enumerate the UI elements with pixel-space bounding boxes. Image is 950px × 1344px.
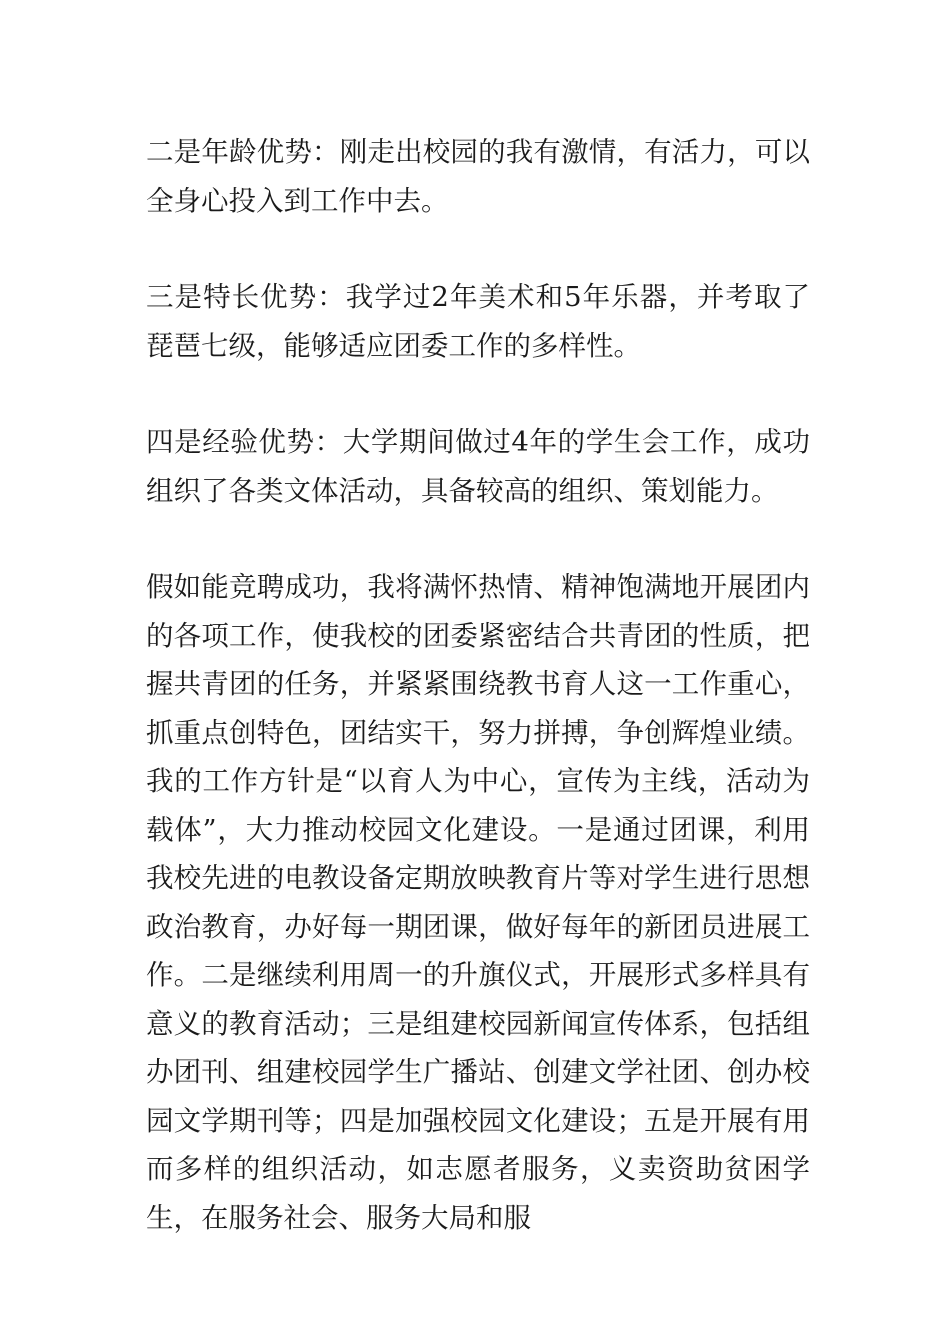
paragraph-talent-advantage: 三是特长优势：我学过2年美术和5年乐器，并考取了琵琶七级，能够适应团委工作的多样性。 xyxy=(146,281,810,362)
paragraph-age-advantage: 二是年龄优势：刚走出校园的我有激情，有活力，可以全身心投入到工作中去。 xyxy=(146,136,810,217)
paragraph-experience-advantage: 四是经验优势：大学期间做过4年的学生会工作，成功组织了各类文体活动，具备较高的组织、策划能力。 xyxy=(146,426,810,507)
paragraph-work-plan: 假如能竞聘成功，我将满怀热情、精神饱满地开展团内的各项工作，使我校的团委紧密结合共青团的性质，把握共青团的任务，并紧紧围绕教书育人这一工作重心，抓重点创特色，团结实干，努力拼搏，争创辉煌业绩。我的工作方针是“以育人为中心，宣传为主线，活动为载体”，大力推动校园文化建设。一是通过团课，利用我校先进的电教设备定期放映教育片等对学生进行思想政治教育，办好每一期团课，做好每年的新团员进展工作。二是继续利用周一的升旗仪式，开展形式多样具有意义的教育活动；三是组建校园新闻宣传体系，包括组办团刊、组建校园学生广播站、创建文学社团、创办校园文学期刊等；四是加强校园文化建设；五是开展有用而多样的组织活动，如志愿者服务，义卖资助贫困学生，在服务社会、服务大局和服 xyxy=(146,571,810,1234)
document-body xyxy=(146,128,810,1290)
